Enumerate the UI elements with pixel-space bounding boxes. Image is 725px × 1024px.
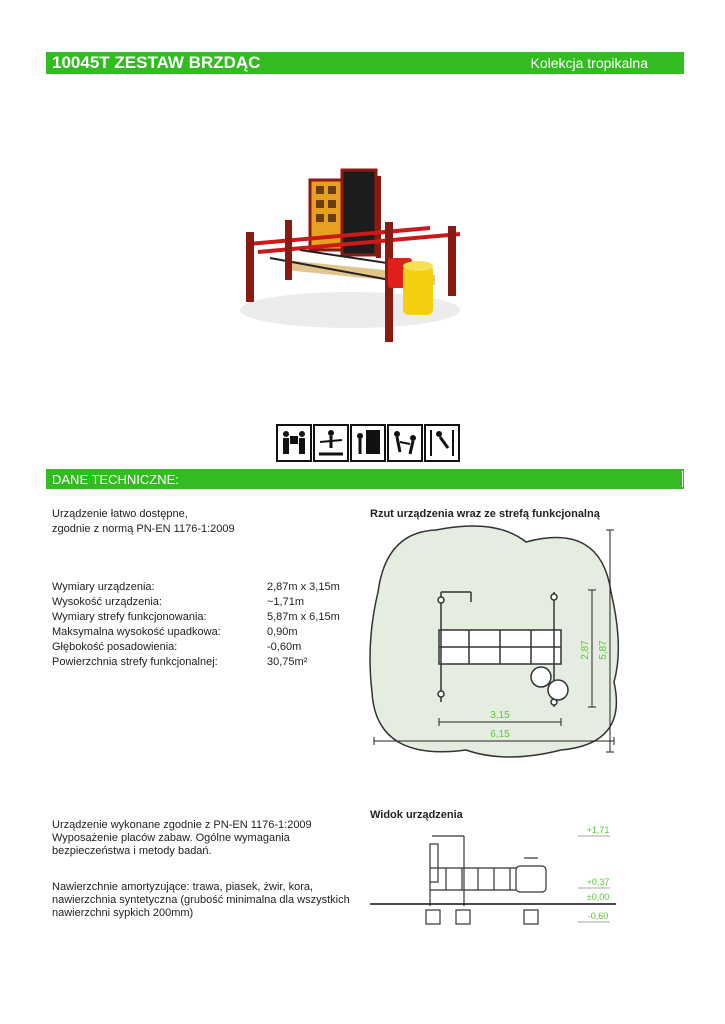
spec-value: 30,75m² — [267, 656, 308, 668]
product-title: 10045T ZESTAW BRZDĄC — [52, 53, 261, 72]
spec-label: Głębokość posadowienia: — [52, 641, 178, 653]
intro-line: zgodnie z normą PN-EN 1176-1:2009 — [52, 523, 235, 535]
post — [448, 226, 456, 296]
pictogram-row — [276, 424, 460, 462]
dim-device-width: 3,15 — [490, 710, 510, 721]
spec-row — [52, 656, 372, 671]
spec-label: Maksymalna wysokość upadkowa: — [52, 626, 221, 638]
spec-value: ~1,71m — [267, 596, 304, 608]
section-header — [46, 469, 684, 489]
spec-label: Wymiary urządzenia: — [52, 581, 155, 593]
surfaces-line: Nawierzchnie amortyzujące: trawa, piasek, żwir, kora, — [52, 881, 314, 893]
spec-label: Wysokość urządzenia: — [52, 596, 162, 608]
surfaces-note — [52, 881, 350, 920]
surfaces-line: nawierzchni sypkich 200mm) — [52, 907, 194, 919]
elevation-drawing — [366, 818, 616, 930]
group-play-icon — [277, 425, 311, 461]
spec-row — [52, 641, 372, 656]
post — [285, 220, 292, 280]
spec-value: 0,90m — [267, 626, 298, 638]
collection-name: Kolekcja tropikalna — [530, 55, 648, 71]
surfaces-line: nawierzchnia syntetyczna (grubość minimalna dla wszystkich — [52, 894, 350, 906]
spec-row — [52, 581, 372, 596]
balance-walk-icon — [314, 425, 348, 461]
climbing-panel-icon — [351, 425, 385, 461]
dim-zone-width: 6,15 — [490, 729, 510, 740]
dim-zone-height: 5,87 — [598, 640, 609, 660]
spec-label: Wymiary strefy funkcjonowania: — [52, 611, 207, 623]
spec-value: 5,87m x 6,15m — [267, 611, 340, 623]
norms-line: Wyposażenie placów zabaw. Ogólne wymagania — [52, 832, 290, 844]
post — [246, 232, 254, 302]
level-top: +1,71 — [586, 825, 610, 835]
jumping-icon — [425, 425, 459, 461]
norms-line: Urządzenie wykonane zgodnie z PN-EN 1176-1:2009 — [52, 819, 312, 831]
product-render — [230, 160, 470, 350]
norms-line: bezpieczeństwa i metody badań. — [52, 845, 212, 857]
social-play-icon — [388, 425, 422, 461]
spec-label: Powierzchnia strefy funkcjonalnej: — [52, 656, 218, 668]
dim-device-height: 2,87 — [580, 640, 591, 660]
yellow-drum — [403, 265, 433, 315]
intro-line: Urządzenie łatwo dostępne, — [52, 508, 188, 520]
spec-row — [52, 611, 372, 626]
accessibility-note — [52, 507, 235, 537]
level-platform: +0,37 — [586, 877, 610, 887]
section-title: DANE TECHNICZNE: — [52, 472, 179, 487]
spec-value: 2,87m x 3,15m — [267, 581, 340, 593]
title-bar — [46, 52, 684, 74]
level-foundation: -0,60 — [587, 911, 609, 921]
spec-value: -0,60m — [267, 641, 302, 653]
spec-row — [52, 596, 372, 611]
elevation-heading: Widok urządzenia — [370, 809, 463, 821]
plan-heading: Rzut urządzenia wraz ze strefą funkcjonalną — [370, 508, 600, 520]
spec-row — [52, 626, 372, 641]
plan-drawing — [366, 522, 628, 772]
norms-note — [52, 819, 312, 858]
level-ground: ±0,00 — [586, 892, 610, 902]
